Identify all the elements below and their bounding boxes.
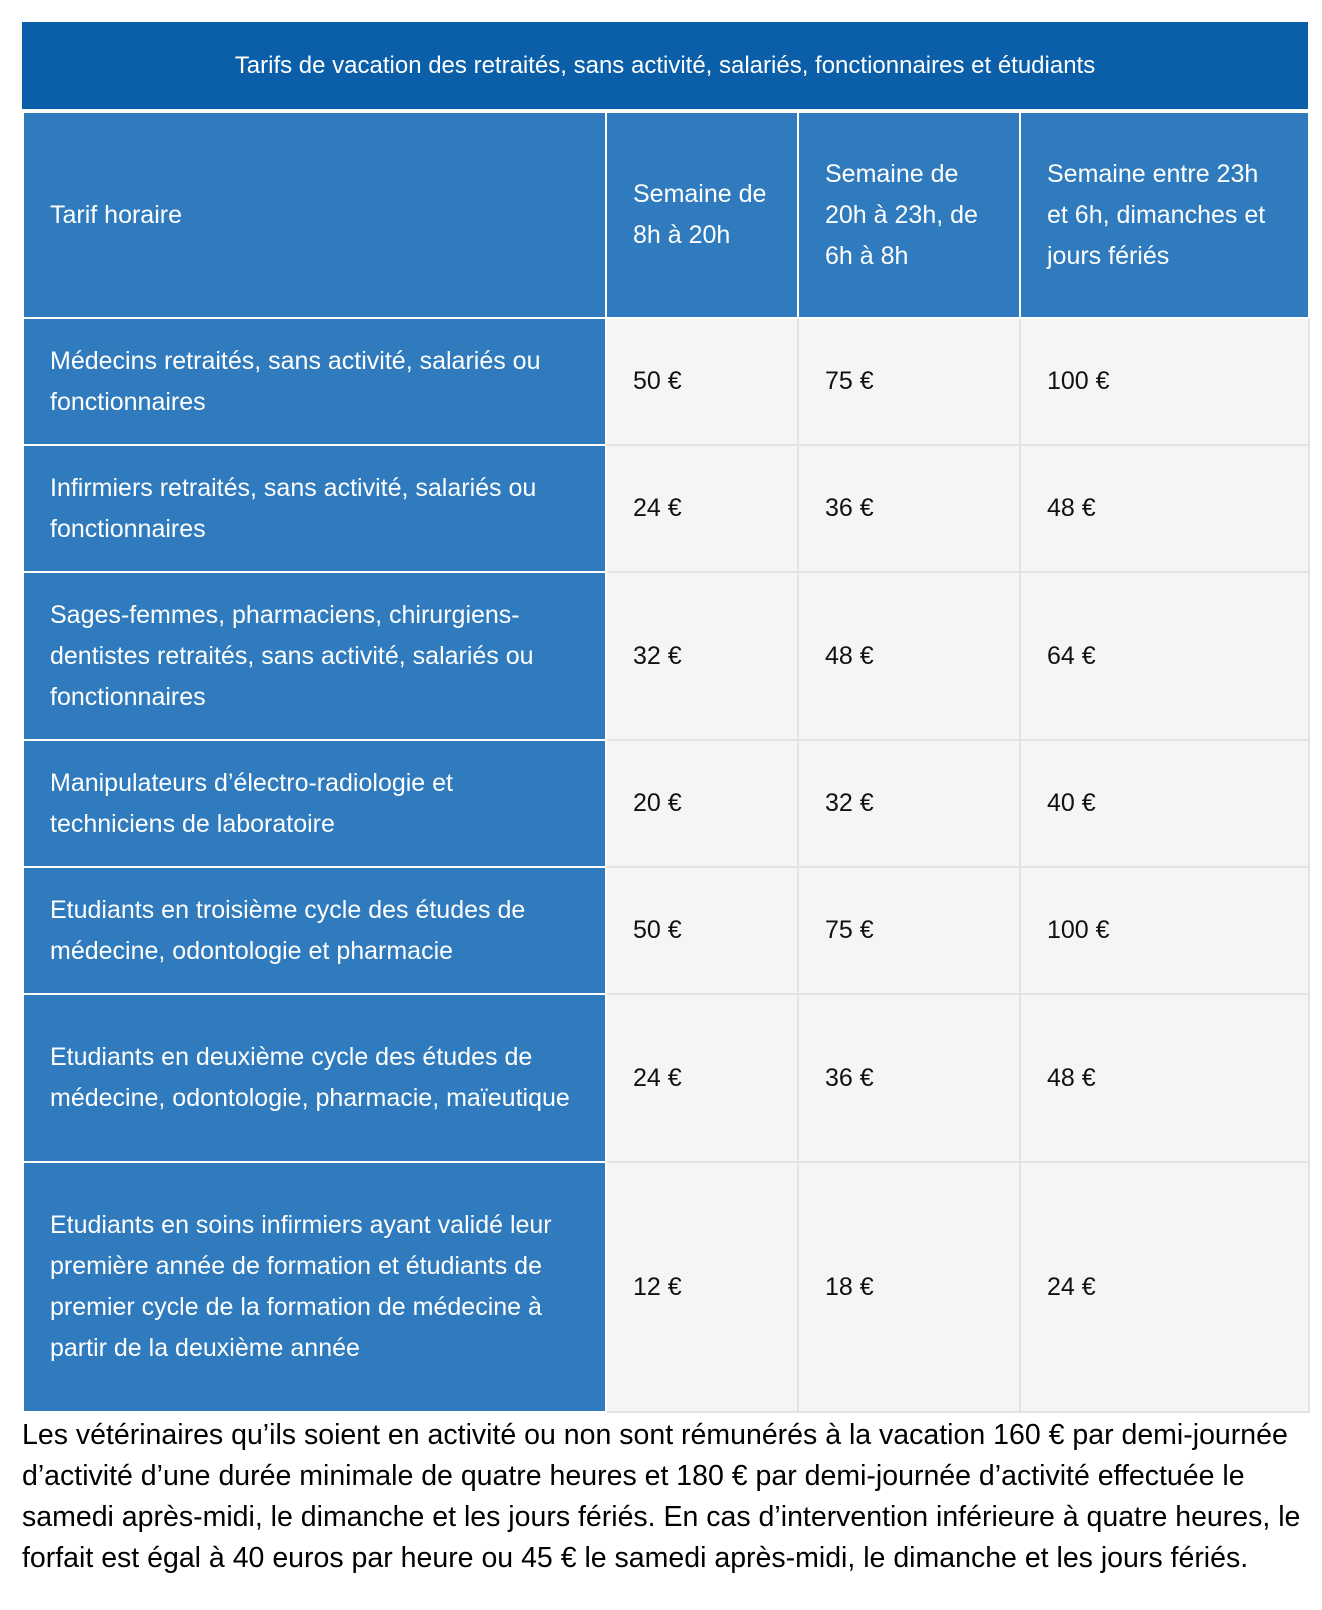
rate-cell: 32 €: [798, 740, 1020, 867]
header-semaine-20h-23h: Semaine de 20h à 23h, de 6h à 8h: [798, 112, 1020, 318]
rate-cell: 48 €: [798, 572, 1020, 740]
rate-cell: 18 €: [798, 1162, 1020, 1412]
rate-cell: 40 €: [1020, 740, 1309, 867]
table-row: [23, 1162, 1309, 1412]
table-row: [23, 994, 1309, 1162]
rate-cell: 24 €: [606, 445, 798, 572]
veterinarian-note: Les vétérinaires qu’ils soient en activité ou non sont rémunérés à la vacation 160 € par demi-journée d’activité d’une durée minimale de quatre heures et 180 € par demi-journée d’activité effectuée le samedi après-midi, le dimanche et les jours fériés. En cas d’intervention inférieure à quatre heures, le forfait est égal à 40 euros par heure ou 45 € le samedi après-midi, le dimanche et les jours fériés.: [22, 1419, 1301, 1574]
header-semaine-8h-20h: Semaine de 8h à 20h: [606, 112, 798, 318]
row-label: Manipulateurs d’électro-radiologie et techniciens de laboratoire: [23, 740, 606, 867]
rate-cell: 36 €: [798, 994, 1020, 1162]
row-label: Sages-femmes, pharmaciens, chirurgiens-dentistes retraités, sans activité, salariés ou fonctionnaires: [23, 572, 606, 740]
rate-cell: 48 €: [1020, 445, 1309, 572]
header-semaine-23h-6h: Semaine entre 23h et 6h, dimanches et jours fériés: [1020, 112, 1309, 318]
rate-cell: 50 €: [606, 318, 798, 445]
rate-cell: 100 €: [1020, 867, 1309, 994]
rate-cell: 32 €: [606, 572, 798, 740]
rate-cell: 12 €: [606, 1162, 798, 1412]
rate-cell: 48 €: [1020, 994, 1309, 1162]
header-row: [23, 112, 1309, 318]
header-tarif-horaire: Tarif horaire: [23, 112, 606, 318]
table-row: [23, 318, 1309, 445]
table-row: [23, 445, 1309, 572]
row-label: Médecins retraités, sans activité, salariés ou fonctionnaires: [23, 318, 606, 445]
rate-cell: 24 €: [1020, 1162, 1309, 1412]
row-label: Etudiants en soins infirmiers ayant validé leur première année de formation et étudiants de premier cycle de la formation de médecine à partir de la deuxième année: [23, 1162, 606, 1412]
rate-cell: 64 €: [1020, 572, 1309, 740]
row-label: Etudiants en deuxième cycle des études de médecine, odontologie, pharmacie, maïeutique: [23, 994, 606, 1162]
document: [22, 22, 1308, 1579]
rates-table: [22, 111, 1310, 1413]
rate-cell: 20 €: [606, 740, 798, 867]
table-row: [23, 740, 1309, 867]
table-row: [23, 572, 1309, 740]
rate-cell: 36 €: [798, 445, 1020, 572]
table-title: Tarifs de vacation des retraités, sans activité, salariés, fonctionnaires et étudiants: [22, 22, 1308, 111]
rate-cell: 50 €: [606, 867, 798, 994]
row-label: Infirmiers retraités, sans activité, salariés ou fonctionnaires: [23, 445, 606, 572]
rate-cell: 75 €: [798, 318, 1020, 445]
rate-cell: 100 €: [1020, 318, 1309, 445]
row-label: Etudiants en troisième cycle des études de médecine, odontologie et pharmacie: [23, 867, 606, 994]
rate-cell: 75 €: [798, 867, 1020, 994]
rate-cell: 24 €: [606, 994, 798, 1162]
table-row: [23, 867, 1309, 994]
